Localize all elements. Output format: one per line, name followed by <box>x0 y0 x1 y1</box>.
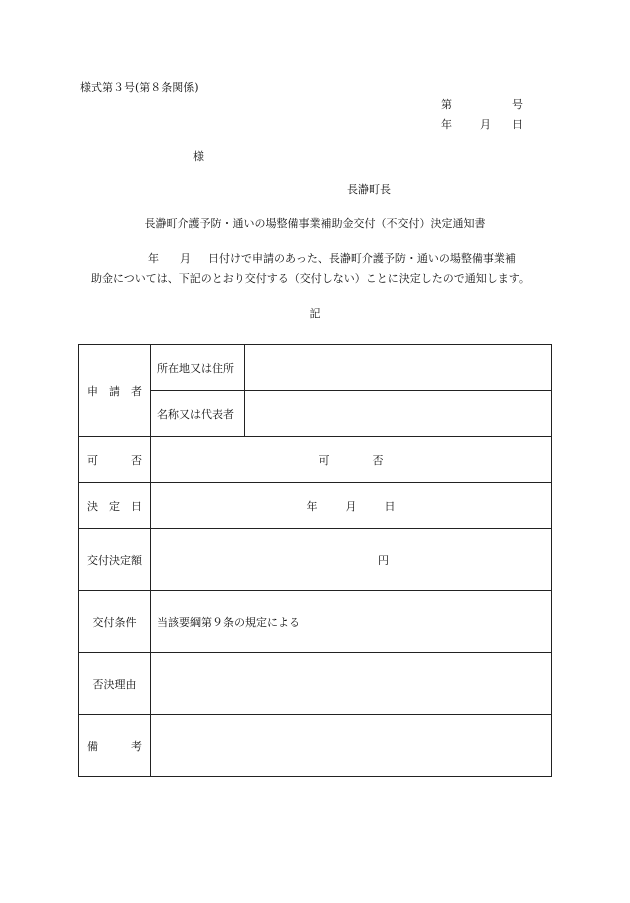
date-day: 日 <box>512 118 523 131</box>
table-row <box>79 653 552 715</box>
document-number-line <box>441 98 523 112</box>
table-row <box>79 483 552 529</box>
amount-field[interactable] <box>151 529 552 591</box>
name-field[interactable] <box>245 391 552 437</box>
body-year: 年 <box>148 252 159 265</box>
decision-date-label: 決 定 日 <box>87 499 142 513</box>
table-row <box>79 715 552 777</box>
date-year: 年 <box>441 118 452 131</box>
number-suffix: 号 <box>512 98 523 111</box>
number-prefix: 第 <box>441 98 452 111</box>
address-label: 所在地又は住所 <box>151 345 245 391</box>
address-field[interactable] <box>245 345 552 391</box>
remarks-label-cell <box>79 715 151 777</box>
remarks-field[interactable] <box>151 715 552 777</box>
document-title: 長瀞町介護予防・通いの場整備事業補助金交付（不交付）決定通知書 <box>144 217 486 230</box>
approval-options <box>151 452 551 468</box>
decision-date-field[interactable] <box>151 483 552 529</box>
form-number-label: 様式第３号(第８条関係) <box>80 81 199 94</box>
issuer-name: 長瀞町長 <box>347 183 391 196</box>
body-line-2: 助金については、下記のとおり交付する（交付しない）ことに決定したので通知します。 <box>91 272 530 285</box>
amount-unit: 円 <box>378 553 389 567</box>
decision-date-label-cell <box>79 483 151 529</box>
ki-heading: 記 <box>309 307 321 320</box>
body-month: 月 <box>180 252 191 265</box>
amount-label: 交付決定額 <box>79 529 151 591</box>
date-month: 月 <box>480 118 491 131</box>
rejection-reason-field[interactable] <box>151 653 552 715</box>
deny-option[interactable]: 否 <box>372 453 384 467</box>
conditions-label: 交付条件 <box>79 591 151 653</box>
approval-field[interactable] <box>151 437 552 483</box>
approval-label-cell <box>79 437 151 483</box>
body-line-1 <box>148 252 516 266</box>
document-date-line <box>441 118 523 132</box>
conditions-field[interactable]: 当該要綱第９条の規定による <box>151 591 552 653</box>
table-row <box>79 529 552 591</box>
rejection-reason-label: 否決理由 <box>79 653 151 715</box>
applicant-label-cell <box>79 345 151 437</box>
decision-date-value: 年 月 日 <box>306 499 396 513</box>
recipient-honorific: 様 <box>193 150 204 163</box>
body-line-1-text: 日付けで申請のあった、長瀞町介護予防・通いの場整備事業補 <box>208 252 516 265</box>
applicant-label: 申 請 者 <box>87 384 142 398</box>
approve-option[interactable]: 可 <box>318 453 330 467</box>
table-row <box>79 437 552 483</box>
decision-table <box>78 344 552 777</box>
table-row <box>79 591 552 653</box>
remarks-label: 備 考 <box>87 739 142 753</box>
name-label: 名称又は代表者 <box>151 391 245 437</box>
approval-label: 可 否 <box>87 453 142 467</box>
table-row <box>79 345 552 391</box>
